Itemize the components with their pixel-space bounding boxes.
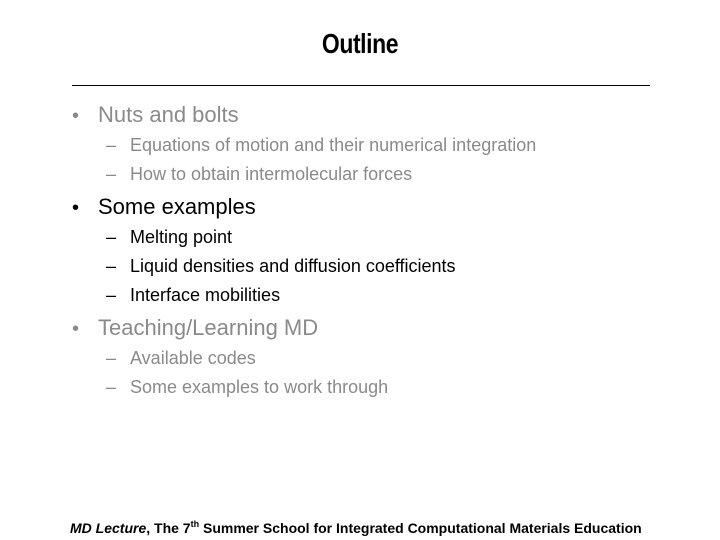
- bullet-label: Some examples: [98, 194, 256, 219]
- sub-item: [106, 285, 280, 306]
- dash: –: [106, 135, 117, 155]
- sub-item: [106, 227, 232, 248]
- dash: –: [106, 227, 117, 247]
- sub-item-label: Melting point: [130, 227, 233, 247]
- sub-item-label: Equations of motion and their numerical integration: [130, 135, 537, 155]
- dash: –: [106, 164, 117, 184]
- sub-item-label: How to obtain intermolecular forces: [130, 164, 413, 184]
- bullet-teaching-learning-md: [72, 315, 318, 341]
- dash: –: [106, 377, 117, 397]
- sub-item-label: Liquid densities and diffusion coefficients: [130, 256, 456, 276]
- slide-footer: [70, 520, 642, 536]
- sub-item: [106, 135, 536, 156]
- bullet-dot: •: [72, 318, 80, 340]
- footer-text-rest: Summer School for Integrated Computational Materials Education: [199, 520, 642, 536]
- footer-superscript: th: [190, 519, 200, 529]
- title-divider: [72, 85, 650, 86]
- bullet-some-examples: [72, 194, 256, 220]
- dash: –: [106, 256, 117, 276]
- bullet-nuts-and-bolts: [72, 102, 239, 128]
- bullet-dot: •: [72, 105, 80, 127]
- sub-item: [106, 164, 412, 185]
- sub-item: [106, 348, 256, 369]
- bullet-label: Teaching/Learning MD: [98, 315, 319, 340]
- sub-item-label: Interface mobilities: [130, 285, 281, 305]
- footer-lecture-title: MD Lecture: [70, 520, 147, 536]
- bullet-dot: •: [72, 197, 80, 219]
- sub-item: [106, 256, 456, 277]
- sub-item-label: Available codes: [130, 348, 256, 368]
- dash: –: [106, 285, 117, 305]
- sub-item: [106, 377, 388, 398]
- sub-item-label: Some examples to work through: [130, 377, 389, 397]
- slide-title: Outline: [321, 28, 399, 59]
- footer-text-pre: , The 7: [146, 520, 191, 536]
- dash: –: [106, 348, 117, 368]
- bullet-label: Nuts and bolts: [98, 102, 239, 127]
